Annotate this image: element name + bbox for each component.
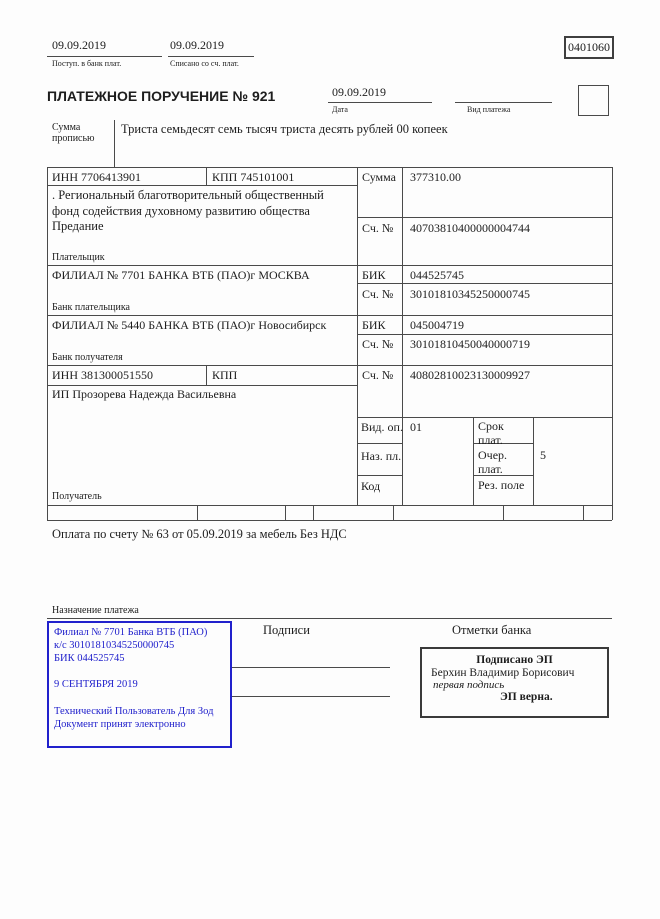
line — [197, 505, 198, 520]
line — [47, 265, 612, 266]
amount-label: Сумма — [362, 170, 396, 184]
stamp-corr-account: к/с 30101810345250000745 — [54, 640, 175, 652]
stamp-user: Технический Пользователь Для Зод — [54, 706, 214, 718]
line — [357, 334, 612, 335]
line — [357, 283, 612, 284]
payee-inn: ИНН 381300051550 — [52, 368, 153, 382]
payer-bank-account-label: Сч. № — [362, 287, 394, 301]
amount-value: 377310.00 — [410, 170, 461, 184]
line — [285, 505, 286, 520]
stamp-bank-name: Филиал № 7701 Банка ВТБ (ПАО) — [54, 627, 208, 638]
line — [47, 505, 612, 506]
payee-bank-account-label: Сч. № — [362, 337, 394, 351]
line — [357, 475, 402, 476]
payee-name: ИП Прозорева Надежда Васильевна — [52, 387, 237, 401]
line — [503, 505, 504, 520]
payee-account: 40802810023130009927 — [410, 368, 530, 382]
stamp-accepted: Документ принят электронно — [54, 719, 186, 731]
line — [357, 167, 358, 505]
priority-value: 5 — [540, 448, 546, 462]
esign-title: Подписано ЭП — [476, 654, 553, 666]
line — [313, 505, 314, 520]
signature-line — [232, 696, 390, 697]
line — [206, 365, 207, 385]
line — [47, 365, 612, 366]
payee-bank-bik-label: БИК — [362, 318, 386, 332]
line — [583, 505, 584, 520]
purpose-kind-label: Наз. пл. — [361, 449, 402, 463]
line — [47, 618, 612, 619]
payer-bank-bik-label: БИК — [362, 268, 386, 282]
line — [47, 315, 612, 316]
payee-kpp-label: КПП — [212, 368, 238, 382]
payer-account: 40703810400000004744 — [410, 221, 530, 235]
line — [393, 505, 394, 520]
date-label: Дата — [332, 105, 348, 114]
document-title: ПЛАТЕЖНОЕ ПОРУЧЕНИЕ № 921 — [47, 88, 276, 104]
op-type-label: Вид. оп. — [361, 420, 403, 434]
purpose-text: Оплата по счету № 63 от 05.09.2019 за мебель Без НДС — [52, 527, 347, 541]
payee-bank-label: Банк получателя — [52, 352, 123, 363]
signature-line — [232, 667, 390, 668]
debited-date: 09.09.2019 — [170, 38, 224, 52]
line — [47, 520, 612, 521]
line — [473, 417, 474, 505]
e-signature-stamp — [420, 647, 609, 718]
line — [114, 120, 115, 167]
amount-words-value: Триста семьдесят семь тысяч триста десять рублей 00 копеек — [121, 122, 448, 136]
form-code-box: 0401060 — [564, 36, 614, 59]
line — [533, 417, 534, 505]
esign-name: Берхин Владимир Борисович — [431, 667, 575, 679]
payee-bank-bik: 045004719 — [410, 318, 464, 332]
payer-bank-bik: 044525745 — [410, 268, 464, 282]
payer-bank-label: Банк плательщика — [52, 302, 130, 313]
purpose-label: Назначение платежа — [52, 605, 139, 616]
reserve-label: Рез. поле — [478, 478, 525, 492]
payee-account-label: Сч. № — [362, 368, 394, 382]
payer-name: . Региональный благотворительный общественный фонд содействия духовному развитию общества Предание — [52, 188, 324, 234]
line — [206, 167, 207, 185]
line — [455, 102, 552, 103]
payment-type-box — [578, 85, 609, 116]
op-type-value: 01 — [410, 420, 422, 434]
stamp-bik: БИК 044525745 — [54, 653, 125, 665]
line — [47, 167, 612, 168]
esign-subtitle: первая подпись — [433, 679, 505, 691]
line — [357, 443, 402, 444]
line — [402, 167, 403, 505]
payer-account-label: Сч. № — [362, 221, 394, 235]
stamp-date: 9 СЕНТЯБРЯ 2019 — [54, 679, 138, 691]
payer-label: Плательщик — [52, 252, 105, 263]
payee-bank-name: ФИЛИАЛ № 5440 БАНКА ВТБ (ПАО)г Новосибирск — [52, 318, 327, 332]
payer-bank-account: 30101810345250000745 — [410, 287, 530, 301]
line — [168, 56, 254, 57]
doc-date: 09.09.2019 — [332, 85, 386, 99]
bank-electronic-stamp — [47, 621, 232, 748]
line — [357, 217, 612, 218]
code-label: Код — [361, 479, 381, 493]
line — [47, 185, 357, 186]
due-label: Срок плат. — [478, 419, 504, 448]
signatures-label: Подписи — [263, 623, 310, 637]
line — [328, 102, 432, 103]
payer-inn: ИНН 7706413901 — [52, 170, 141, 184]
payer-bank-name: ФИЛИАЛ № 7701 БАНКА ВТБ (ПАО)г МОСКВА — [52, 268, 310, 282]
received-label: Поступ. в банк плат. — [52, 59, 122, 68]
payer-kpp: КПП 745101001 — [212, 170, 295, 184]
received-date: 09.09.2019 — [52, 38, 106, 52]
line — [47, 167, 48, 520]
priority-label: Очер. плат. — [478, 448, 508, 477]
amount-words-label: Сумма прописью — [52, 122, 95, 144]
payee-label: Получатель — [52, 491, 102, 502]
payment-type-label: Вид платежа — [467, 105, 511, 114]
payee-bank-account: 30101810450040000719 — [410, 337, 530, 351]
line — [612, 167, 613, 520]
debited-label: Списано со сч. плат. — [170, 59, 239, 68]
esign-footer: ЭП верна. — [500, 691, 553, 703]
bank-marks-label: Отметки банка — [452, 623, 532, 637]
line — [357, 417, 612, 418]
line — [47, 385, 357, 386]
line — [47, 56, 162, 57]
